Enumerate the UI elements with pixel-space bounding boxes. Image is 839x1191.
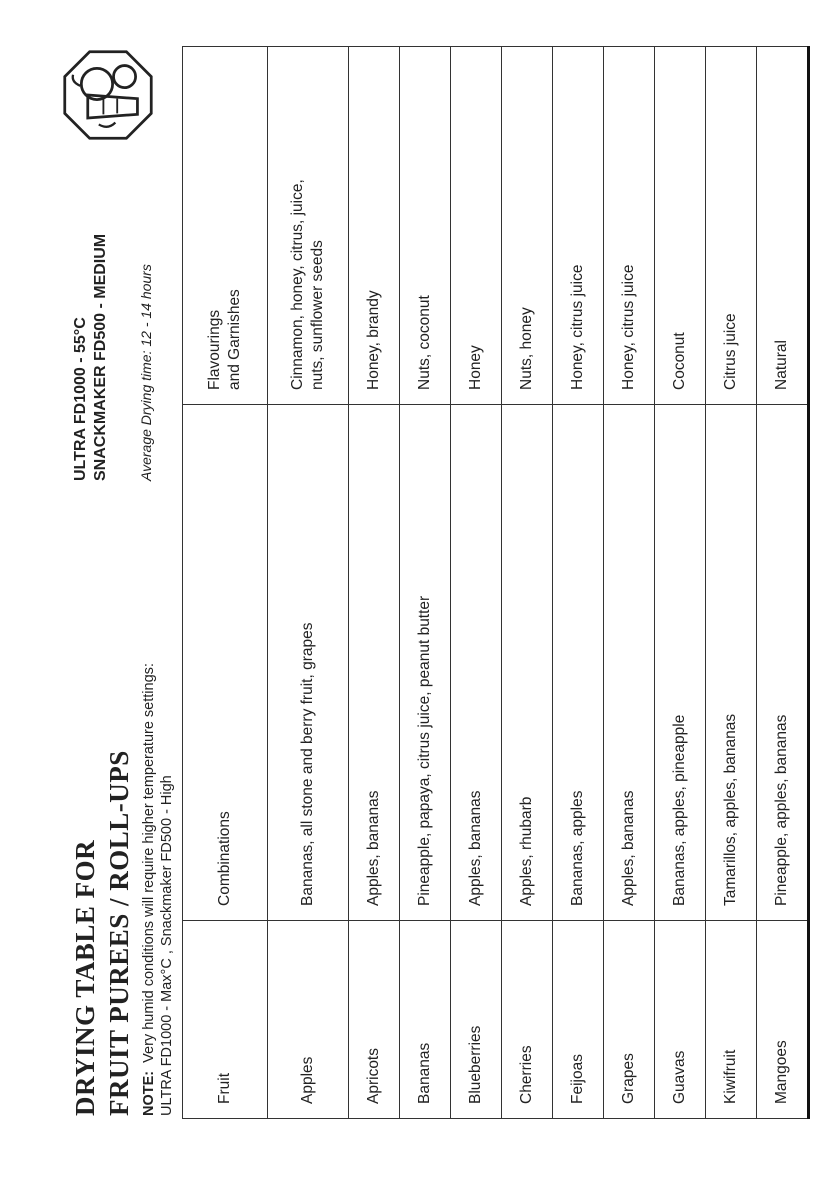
cell-combinations: Tamarillos, apples, bananas bbox=[706, 405, 757, 921]
table-row bbox=[757, 47, 809, 1119]
cell-combinations: Pineapple, apples, bananas bbox=[757, 405, 809, 921]
table-row bbox=[604, 47, 655, 1119]
cell-fruit: Mangoes bbox=[757, 921, 809, 1119]
cell-flavourings: Honey, brandy bbox=[349, 47, 400, 405]
fruit-logo-icon bbox=[62, 49, 154, 141]
cell-fruit: Feijoas bbox=[553, 921, 604, 1119]
setting-ultra: ULTRA FD1000 - 55°C bbox=[72, 317, 89, 481]
drying-time: Average Drying time: 12 - 14 hours bbox=[138, 264, 154, 481]
cell-combinations: Bananas, apples bbox=[553, 405, 604, 921]
header-flavourings: Flavourings and Garnishes bbox=[183, 47, 268, 405]
cell-flavourings: Nuts, coconut bbox=[400, 47, 451, 405]
table-row bbox=[553, 47, 604, 1119]
cell-flavourings: Honey, citrus juice bbox=[604, 47, 655, 405]
cell-combinations: Apples, bananas bbox=[451, 405, 502, 921]
header-fruit: Fruit bbox=[183, 921, 268, 1119]
cell-combinations: Pineapple, papaya, citrus juice, peanut butter bbox=[400, 405, 451, 921]
cell-combinations: Bananas, all stone and berry fruit, grapes bbox=[268, 405, 349, 921]
page-title bbox=[68, 750, 136, 1116]
table-row bbox=[400, 47, 451, 1119]
table-row bbox=[502, 47, 553, 1119]
cell-flavourings: Honey bbox=[451, 47, 502, 405]
cell-combinations: Apples, rhubarb bbox=[502, 405, 553, 921]
table-row bbox=[451, 47, 502, 1119]
setting-snackmaker: SNACKMAKER FD500 - MEDIUM bbox=[92, 233, 109, 481]
cell-fruit: Bananas bbox=[400, 921, 451, 1119]
cell-flavourings: Cinnamon, honey, citrus, juice, nuts, sunflower seeds bbox=[268, 47, 349, 405]
cell-fruit: Kiwifruit bbox=[706, 921, 757, 1119]
cell-fruit: Guavas bbox=[655, 921, 706, 1119]
cell-combinations: Apples, bananas bbox=[604, 405, 655, 921]
header-combinations: Combinations bbox=[183, 405, 268, 921]
table-header-row bbox=[183, 47, 268, 1119]
note-label: NOTE: bbox=[141, 1070, 157, 1116]
cell-combinations: Apples, bananas bbox=[349, 405, 400, 921]
cell-fruit: Apricots bbox=[349, 921, 400, 1119]
humidity-note bbox=[140, 663, 176, 1116]
note-settings-line: ULTRA FD1000 - Max°C , Snackmaker FD500 - High bbox=[159, 775, 175, 1116]
note-text: Very humid conditions will require higher temperature settings: bbox=[141, 663, 157, 1063]
cell-fruit: Blueberries bbox=[451, 921, 502, 1119]
table-row bbox=[655, 47, 706, 1119]
cell-flavourings: Citrus juice bbox=[706, 47, 757, 405]
cell-fruit: Grapes bbox=[604, 921, 655, 1119]
temperature-settings bbox=[71, 234, 111, 481]
drying-table bbox=[182, 46, 810, 1119]
cell-combinations: Bananas, apples, pineapple bbox=[655, 405, 706, 921]
table-row bbox=[349, 47, 400, 1119]
title-line-2: FRUIT PUREES / ROLL-UPS bbox=[104, 750, 134, 1116]
cell-flavourings: Coconut bbox=[655, 47, 706, 405]
cell-flavourings: Natural bbox=[757, 47, 809, 405]
table-row bbox=[268, 47, 349, 1119]
table-row bbox=[706, 47, 757, 1119]
title-line-1: DRYING TABLE FOR bbox=[70, 839, 100, 1116]
cell-flavourings: Nuts, honey bbox=[502, 47, 553, 405]
cell-flavourings: Honey, citrus juice bbox=[553, 47, 604, 405]
cell-fruit: Cherries bbox=[502, 921, 553, 1119]
cell-fruit: Apples bbox=[268, 921, 349, 1119]
